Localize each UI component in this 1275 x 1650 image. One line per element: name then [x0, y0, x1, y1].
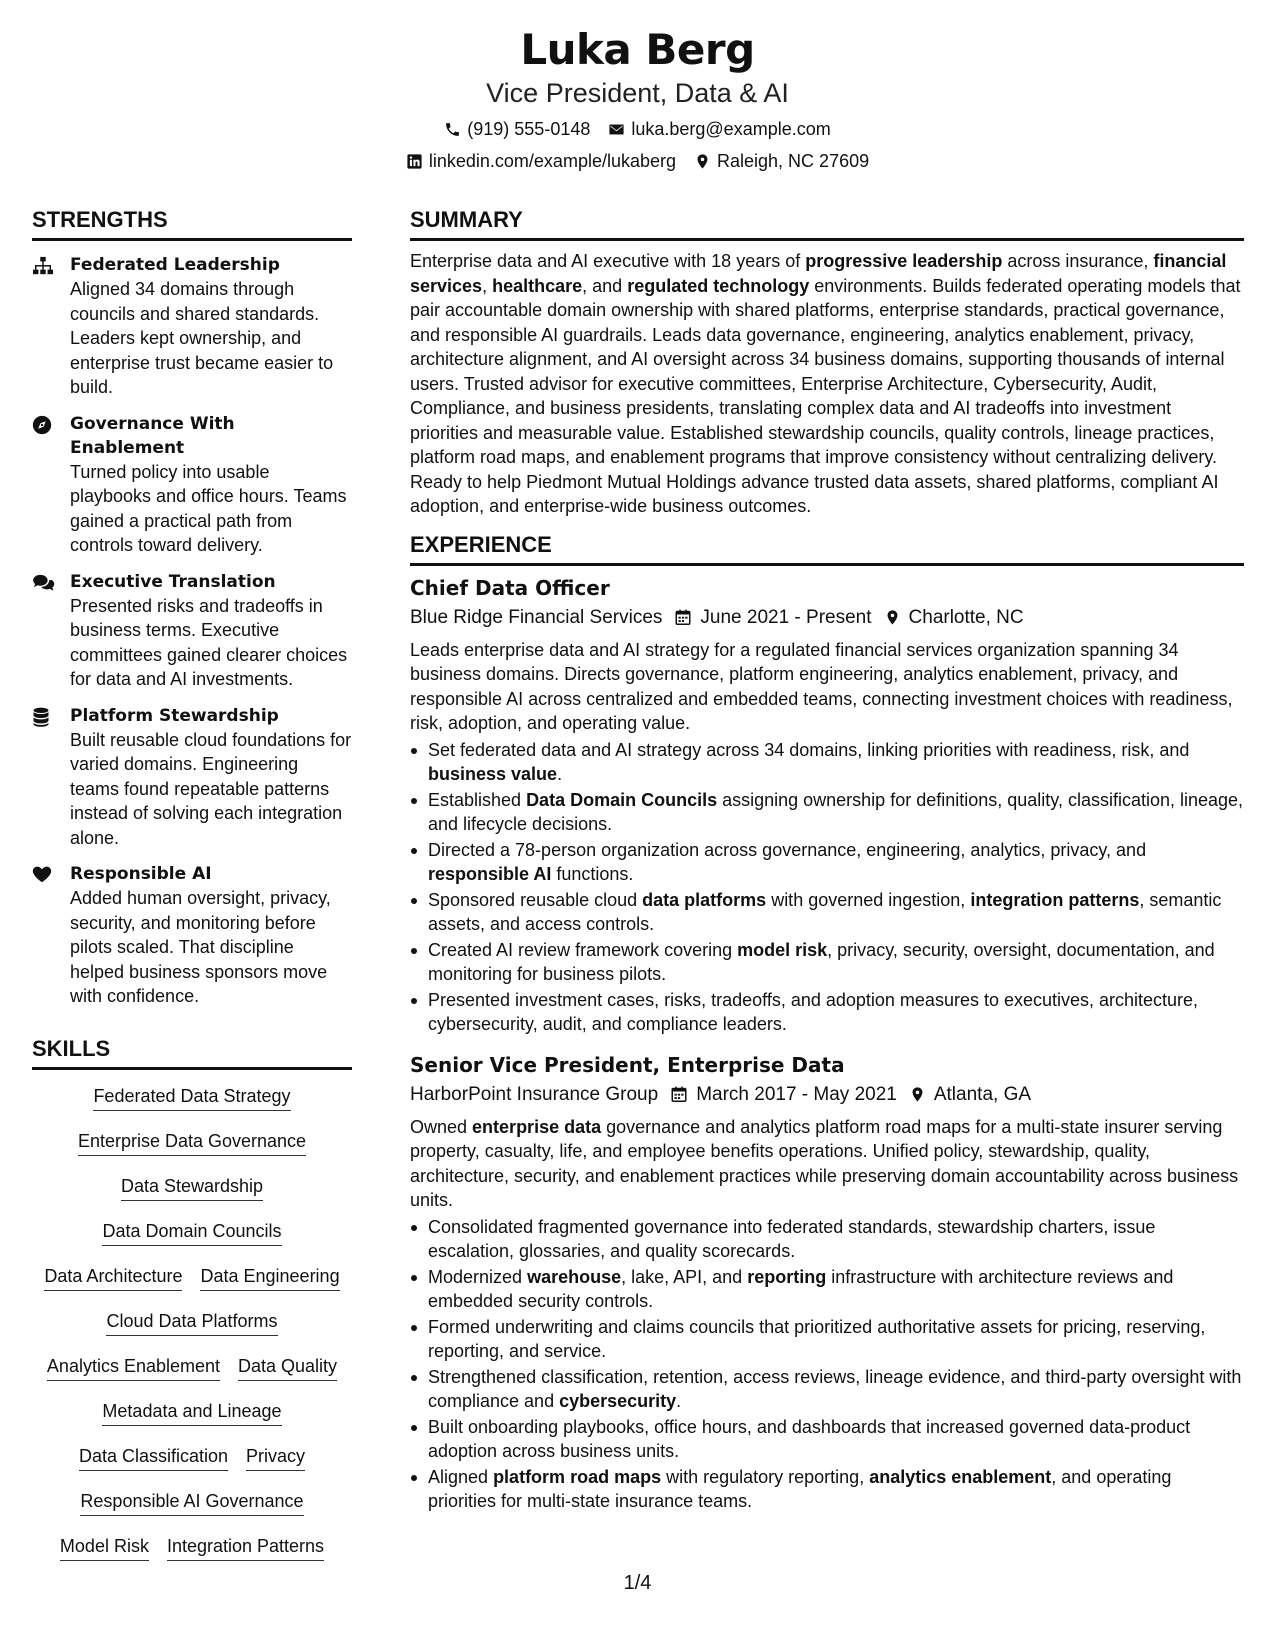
text-run: ,	[482, 275, 493, 296]
candidate-name: Luka Berg	[520, 25, 755, 74]
calendar-icon	[670, 1085, 688, 1104]
text-run: Owned	[410, 1116, 473, 1137]
bullet-item	[410, 788, 1244, 837]
contact-location	[694, 150, 869, 172]
job-dates	[674, 604, 871, 632]
text-run: , lake, API, and	[621, 1266, 748, 1287]
comments-icon	[32, 573, 56, 593]
text-run: Formed underwriting and claims councils that prioritized authoritative assets for pricing, reserving, reporting, and service.	[428, 1316, 1206, 1361]
text-run: Directed a 78-person organization across governance, engineering, analytics, privacy, and	[428, 839, 1147, 860]
emphasis-text: financial services	[410, 251, 1227, 296]
job-company: HarborPoint Insurance Group	[410, 1083, 659, 1105]
job-bullets	[410, 738, 1244, 1037]
text-run: assigning ownership for definitions, quality, classification, lineage, and lifecycle decisions.	[428, 789, 1244, 834]
skill-tag: Data Engineering	[200, 1264, 339, 1291]
bullet-item	[410, 888, 1244, 937]
skill-tag: Privacy	[246, 1444, 305, 1471]
phone-icon	[444, 121, 461, 138]
emphasis-text: model risk	[737, 939, 828, 960]
strength-item	[32, 412, 352, 558]
bullet-item	[410, 738, 1244, 787]
emphasis-text: business value	[428, 764, 558, 784]
skill-tag: Integration Patterns	[167, 1534, 324, 1561]
bullet-item	[410, 1465, 1244, 1514]
candidate-headline: Vice President, Data & AI	[486, 78, 789, 108]
location-text: Raleigh, NC 27609	[717, 151, 870, 171]
contact-row-2	[0, 150, 1275, 172]
text-run: environments. Builds federated operating models that pair accountable domain ownership with shared platforms, enterprise standards, practical governance, and responsible AI guardrails. Leads data governance, engineering, analytics enablement, privacy, architecture alignment, and AI oversight across 34 business domains, supporting thousands of internal users. Trusted advisor for executive committees, Enterprise Architecture, Cybersecurity, Audit, Compliance, and business presidents, translating complex data and AI tradeoffs into investment priorities and measurable value. Established stewardship councils, quality controls, lineage practices, platform road maps, and enablement programs that improve consistency without centralizing delivery. Ready to help Piedmont Mutual Holdings advance trusted data assets, shared platforms, compliant AI adoption, and enterprise-wide business outcomes.	[410, 275, 1241, 516]
skills-heading: SKILLS	[32, 1035, 352, 1070]
emphasis-text: healthcare	[492, 275, 583, 296]
page-number: 1/4	[623, 1572, 652, 1594]
strength-item	[32, 570, 352, 692]
skill-row	[32, 1125, 352, 1170]
skill-tag: Enterprise Data Governance	[78, 1129, 306, 1156]
text-run: Enterprise data and AI executive with 18 years of	[410, 251, 806, 271]
text-run: with governed ingestion,	[766, 889, 971, 910]
summary-text	[410, 249, 1244, 519]
job-location	[909, 1081, 1031, 1109]
text-run: Created AI review framework covering	[428, 939, 738, 960]
job-description	[410, 1115, 1244, 1213]
bullet-item	[410, 1315, 1244, 1364]
skill-row	[32, 1305, 352, 1350]
emphasis-text: regulated technology	[627, 275, 810, 296]
text-run: , and operating priorities for multi-state insurance teams.	[428, 1466, 1172, 1511]
bullet-item	[410, 1365, 1244, 1414]
map-pin-icon	[909, 1085, 926, 1104]
emphasis-text: cybersecurity	[559, 1391, 677, 1411]
job-entry	[410, 1051, 1244, 1514]
job-dates	[670, 1081, 897, 1109]
strength-title: Governance With Enablement	[70, 413, 235, 458]
text-run: with regulatory reporting,	[661, 1466, 870, 1487]
job-title: Senior Vice President, Enterprise Data	[410, 1052, 845, 1077]
email-text: luka.berg@example.com	[631, 119, 831, 139]
text-run: Modernized	[428, 1266, 528, 1287]
contact-linkedin[interactable]	[406, 150, 676, 172]
skill-tag: Responsible AI Governance	[80, 1489, 303, 1516]
text-run: functions.	[551, 864, 634, 884]
skill-row	[32, 1170, 352, 1215]
skill-row	[32, 1260, 352, 1305]
job-dates-text: March 2017 - May 2021	[696, 1083, 897, 1105]
emphasis-text: data platforms	[642, 889, 767, 910]
skill-tag: Data Architecture	[44, 1264, 182, 1291]
text-run: Presented investment cases, risks, tradeoffs, and adoption measures to executives, architecture, cybersecurity, audit, and compliance leaders.	[428, 989, 1199, 1034]
strengths-heading: STRENGTHS	[32, 206, 352, 241]
text-run: Set federated data and AI strategy across 34 domains, linking priorities with readiness, risk, and	[428, 739, 1190, 760]
text-run: governance and analytics platform road maps for a multi-state insurer serving property, casualty, life, and employee benefits operations. Unified policy, stewardship, quality, architecture, security, and enablement practices while preserving domain accountability across business units.	[410, 1116, 1239, 1210]
emphasis-text: analytics enablement	[869, 1466, 1052, 1487]
org-chart-icon	[32, 256, 54, 276]
text-run: across insurance,	[1002, 251, 1154, 271]
map-pin-icon	[694, 153, 711, 170]
job-dates-text: June 2021 - Present	[700, 606, 872, 628]
strength-title: Responsible AI	[70, 864, 212, 884]
text-run: , privacy, security, oversight, documentation, and monitoring for business pilots.	[428, 939, 1215, 984]
text-run: Leads enterprise data and AI strategy for a regulated financial services organization spanning 34 business domains. Directs governance, platform engineering, analytics enablement, privacy, and responsible AI across centralized and embedded teams, connecting investment choices with readiness, risk, adoption, and operating value.	[410, 639, 1233, 733]
text-run: Aligned	[428, 1466, 494, 1487]
bullet-item	[410, 1415, 1244, 1464]
strength-title: Executive Translation	[70, 571, 276, 592]
text-run: Strengthened classification, retention, access reviews, lineage evidence, and third-party oversight with compliance and	[428, 1366, 1242, 1411]
job-bullets	[410, 1215, 1244, 1514]
text-run: infrastructure with architecture reviews and embedded security controls.	[428, 1266, 1174, 1311]
job-meta	[410, 604, 1244, 632]
strength-text: Aligned 34 domains through councils and shared standards. Leaders kept ownership, and enterprise trust became easier to build.	[70, 279, 334, 397]
emphasis-text: warehouse	[527, 1266, 622, 1287]
skill-row	[32, 1350, 352, 1395]
experience-heading: EXPERIENCE	[410, 531, 1244, 566]
heart-icon	[32, 865, 52, 883]
resume-header	[0, 24, 1275, 172]
text-run: .	[676, 1391, 682, 1411]
text-run: Consolidated fragmented governance into federated standards, stewardship charters, issue escalation, glossaries, and quality scorecards.	[428, 1216, 1156, 1261]
emphasis-text: responsible AI	[428, 864, 552, 884]
skill-tag: Cloud Data Platforms	[106, 1309, 277, 1336]
database-icon	[32, 707, 50, 727]
skill-row	[32, 1530, 352, 1575]
strength-item	[32, 253, 352, 400]
contact-phone[interactable]	[444, 118, 590, 140]
map-pin-icon	[884, 608, 901, 627]
phone-text: (919) 555-0148	[467, 119, 591, 139]
emphasis-text: platform road maps	[493, 1466, 662, 1487]
skill-tag: Federated Data Strategy	[93, 1084, 290, 1111]
linkedin-text: linkedin.com/example/lukaberg	[428, 151, 677, 171]
contact-email[interactable]	[608, 118, 830, 140]
skill-row	[32, 1440, 352, 1485]
bullet-item	[410, 1265, 1244, 1314]
strength-item	[32, 862, 352, 1009]
job-location	[884, 604, 1024, 632]
text-run: , semantic assets, and access controls.	[428, 889, 1222, 934]
bullet-item	[410, 838, 1244, 887]
right-column	[410, 206, 1244, 1515]
bullet-item	[410, 938, 1244, 987]
skill-tag: Data Classification	[79, 1444, 228, 1471]
skill-tag: Metadata and Lineage	[102, 1399, 281, 1426]
summary-heading: SUMMARY	[410, 206, 1244, 241]
skill-tag: Data Quality	[238, 1354, 337, 1381]
strength-text: Turned policy into usable playbooks and office hours. Teams gained a practical path from controls toward delivery.	[70, 461, 347, 555]
job-title: Chief Data Officer	[410, 575, 610, 600]
text-run: .	[557, 764, 563, 784]
skill-tag: Data Domain Councils	[102, 1219, 281, 1246]
text-run: Established	[428, 789, 527, 810]
skill-row	[32, 1080, 352, 1125]
emphasis-text: enterprise data	[472, 1116, 602, 1137]
emphasis-text: integration patterns	[970, 889, 1140, 910]
job-company: Blue Ridge Financial Services	[410, 606, 663, 628]
emphasis-text: reporting	[747, 1266, 827, 1287]
skills-list	[32, 1080, 352, 1575]
text-run: Sponsored reusable cloud	[428, 889, 643, 910]
job-entry	[410, 574, 1244, 1037]
skill-tag: Analytics Enablement	[47, 1354, 220, 1381]
compass-icon	[32, 415, 52, 435]
skill-row	[32, 1215, 352, 1260]
bullet-item	[410, 1215, 1244, 1264]
linkedin-icon	[406, 153, 423, 170]
text-run: Built onboarding playbooks, office hours, and dashboards that increased governed data-product adoption across business units.	[428, 1416, 1191, 1461]
emphasis-text: Data Domain Councils	[526, 789, 718, 810]
job-location-text: Atlanta, GA	[933, 1083, 1032, 1105]
skill-row	[32, 1395, 352, 1440]
emphasis-text: progressive leadership	[805, 251, 1003, 271]
strength-text: Built reusable cloud foundations for varied domains. Engineering teams found repeatable patterns instead of solving each integration alone.	[70, 729, 352, 848]
contact-row-1	[0, 118, 1275, 140]
left-column	[32, 206, 352, 1575]
job-meta	[410, 1081, 1244, 1109]
strength-item	[32, 704, 352, 851]
envelope-icon	[608, 121, 625, 138]
bullet-item	[410, 988, 1244, 1037]
skill-tag: Data Stewardship	[121, 1174, 263, 1201]
strength-text: Added human oversight, privacy, security, and monitoring before pilots scaled. That discipline helped business sponsors move with confidence.	[70, 888, 331, 1006]
strength-title: Platform Stewardship	[70, 705, 279, 726]
calendar-icon	[674, 608, 692, 627]
job-location-text: Charlotte, NC	[908, 606, 1024, 628]
skill-tag: Model Risk	[60, 1534, 149, 1561]
strength-title: Federated Leadership	[70, 255, 280, 275]
job-description	[410, 638, 1244, 736]
skill-row	[32, 1485, 352, 1530]
text-run: , and	[582, 275, 628, 296]
strength-text: Presented risks and tradeoffs in business terms. Executive committees gained clearer choices for data and AI investments.	[70, 595, 348, 689]
